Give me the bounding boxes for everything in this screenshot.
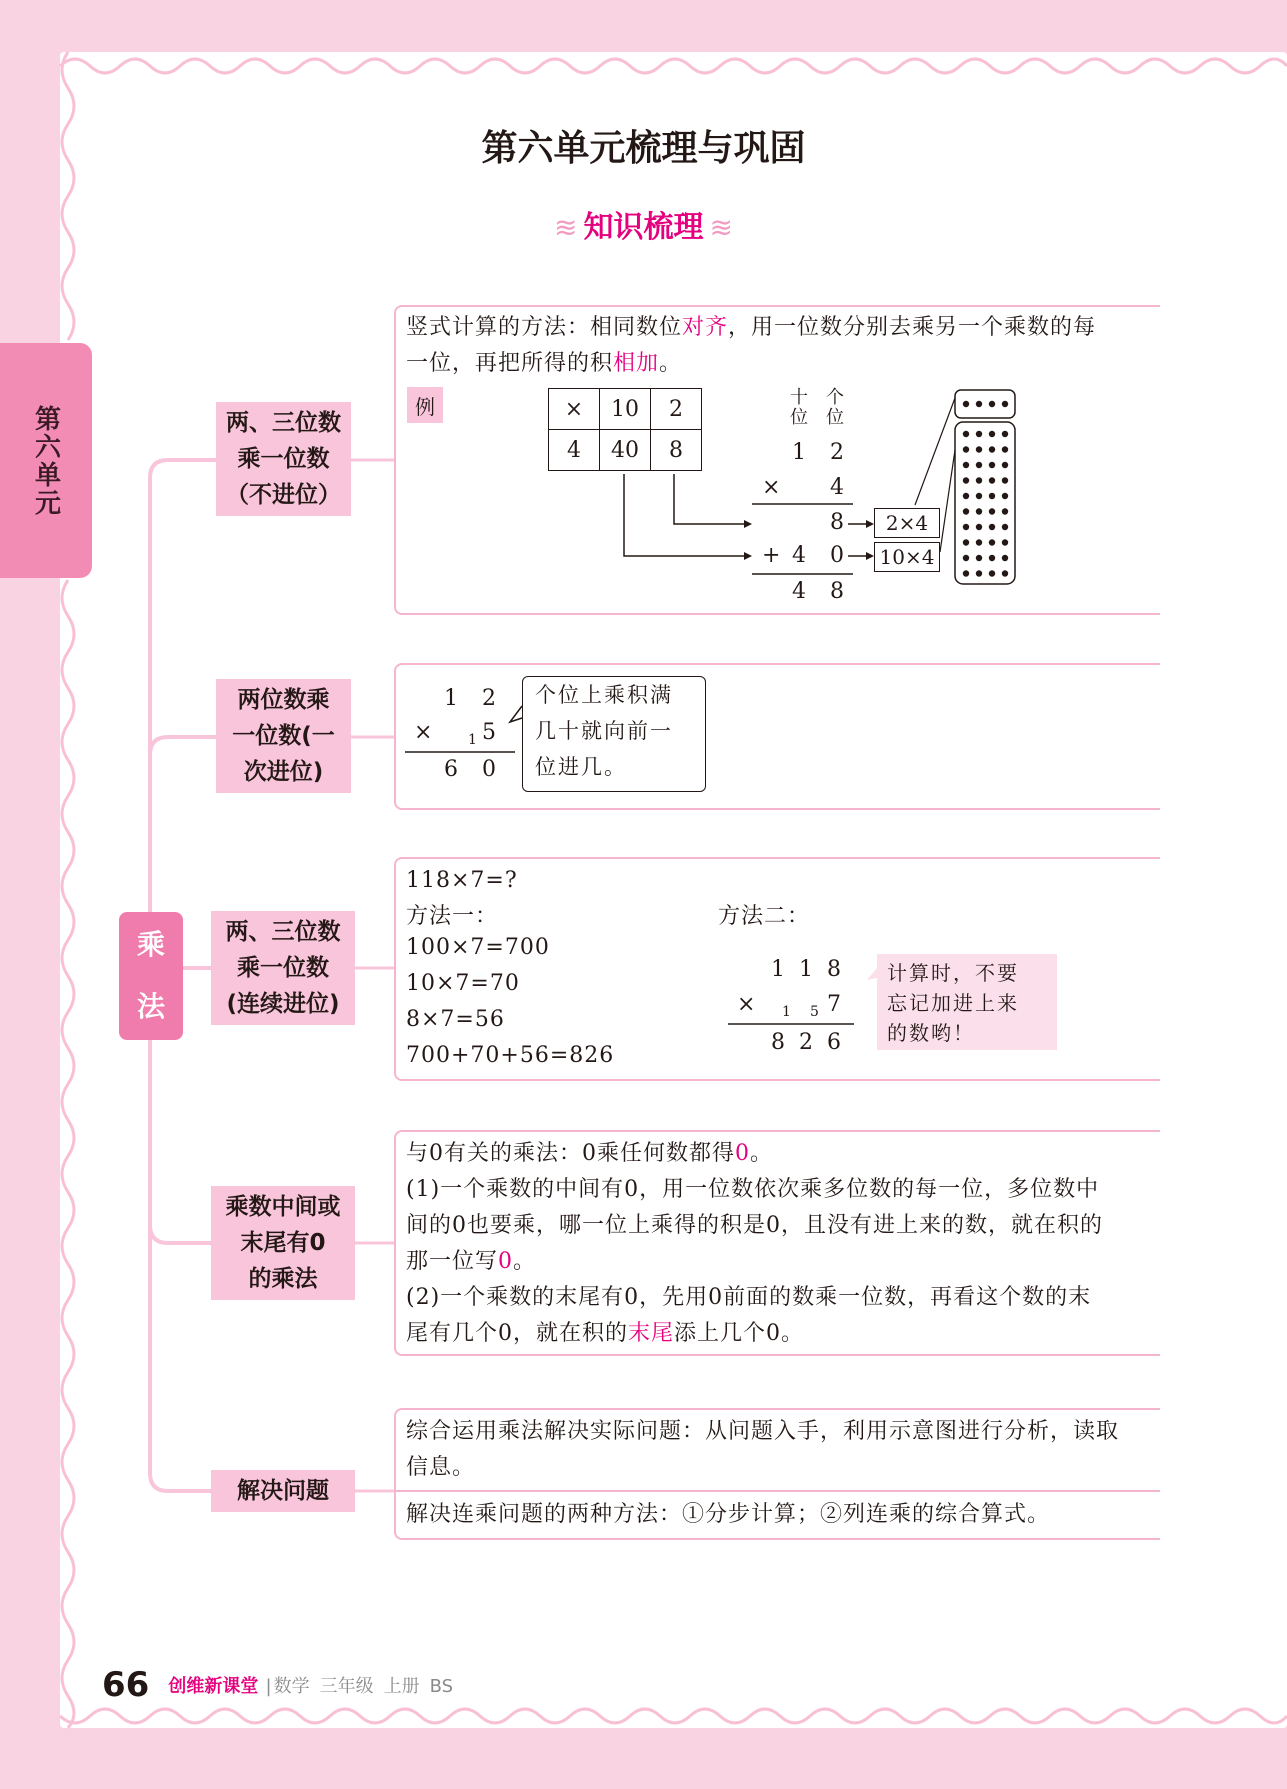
page-number: 66: [102, 1665, 150, 1705]
section-subtitle: ≋ 知识梳理 ≋: [554, 210, 733, 245]
method1-step: 10×7=70: [406, 971, 520, 996]
book-info: | 数学 三年级 上册 BS: [265, 1676, 454, 1697]
root-node-multiplication: 乘 法: [119, 912, 183, 1040]
section4-line2: (1)一个乘数的中间有0，用一位数依次乘多位数的每一位，多位数中: [406, 1177, 1100, 1202]
digit: 8: [830, 510, 844, 535]
section4-line3: 间的0也要乘，哪一位上乘得的积是0，且没有进上来的数，就在积的: [406, 1213, 1103, 1238]
question: 118×7=?: [406, 868, 518, 893]
method1-title: 方法一：: [406, 904, 499, 929]
digit: 4: [830, 475, 844, 500]
times-sign: ×: [414, 720, 433, 745]
wave-deco-icon: ≋: [554, 211, 578, 244]
section4-line6: 尾有几个0，就在积的末尾添上几个0。: [406, 1321, 805, 1346]
wave-deco-icon: ≋: [709, 211, 733, 244]
page-footer: [102, 1665, 453, 1705]
reminder-note: 计算时，不要 忘记加进上来 的数哟！: [877, 954, 1057, 1050]
digit: 4: [792, 543, 806, 568]
brand-name: 创维新课堂: [168, 1676, 259, 1697]
carry-digit: 5: [810, 1004, 819, 1020]
unit-side-tab: 第六单元: [0, 343, 92, 578]
section4-line5: (2)一个乘数的末尾有0，先用0前面的数乘一位数，再看这个数的末: [406, 1285, 1092, 1310]
section4-line1: 与0有关的乘法：0乘任何数都得0。: [406, 1141, 774, 1166]
digit: 1: [444, 686, 458, 711]
section5-line2: 信息。: [406, 1455, 476, 1480]
digit: 7: [827, 992, 841, 1017]
category-zero-multiplication: 乘数中间或 末尾有0 的乘法: [211, 1186, 355, 1300]
digit: 6: [444, 757, 458, 782]
method1-step: 8×7=56: [406, 1007, 505, 1032]
label-2x4: 2×4: [874, 508, 940, 538]
digit: 8: [830, 579, 844, 604]
section1-line1: 竖式计算的方法：相同数位对齐，用一位数分别去乘另一个乘数的每: [406, 315, 1097, 340]
carry-digit: 1: [468, 732, 477, 748]
times-sign: ×: [737, 992, 756, 1017]
category-continuous-carry: 两、三位数 乘一位数 (连续进位): [211, 911, 355, 1025]
digit: 1: [792, 440, 806, 465]
digit: 4: [792, 579, 806, 604]
section5-line3: 解决连乘问题的两种方法：①分步计算；②列连乘的综合算式。: [406, 1502, 1051, 1527]
category-no-carry: 两、三位数 乘一位数 （不进位）: [216, 402, 351, 516]
section5-line1: 综合运用乘法解决实际问题：从问题入手，利用示意图进行分析，读取: [406, 1419, 1120, 1444]
example-tag: 例: [407, 387, 443, 423]
digit: 0: [830, 543, 844, 568]
carry-digit: 1: [782, 1004, 791, 1020]
method1-step: 100×7=700: [406, 935, 550, 960]
place-label-tens: 十位: [790, 387, 808, 428]
category-problem-solving: 解决问题: [211, 1470, 355, 1512]
digit: 1: [771, 957, 785, 982]
digit: 2: [482, 686, 496, 711]
multiplication-table: × 10 2 4 40 8: [548, 388, 702, 471]
tip-bubble: 个位上乘积满 几十就向前一 位进几。: [522, 676, 706, 792]
times-sign: ×: [762, 475, 781, 500]
digit: 8: [827, 957, 841, 982]
section1-line2: 一位，再把所得的积相加。: [406, 351, 683, 376]
digit: 6: [827, 1030, 841, 1055]
digit: 2: [799, 1030, 813, 1055]
place-label-ones: 个位: [826, 387, 844, 428]
method1-step: 700+70+56=826: [406, 1043, 615, 1068]
digit: 1: [799, 957, 813, 982]
category-one-carry: 两位数乘 一位数(一 次进位): [216, 679, 351, 793]
digit: 2: [830, 440, 844, 465]
digit: 8: [771, 1030, 785, 1055]
section4-line4: 那一位写0。: [406, 1249, 537, 1274]
page-title: 第六单元梳理与巩固: [481, 128, 806, 169]
label-10x4: 10×4: [874, 542, 940, 572]
digit: 0: [482, 757, 496, 782]
method2-title: 方法二：: [718, 904, 811, 929]
plus-sign: +: [762, 543, 781, 568]
digit: 5: [482, 720, 496, 745]
